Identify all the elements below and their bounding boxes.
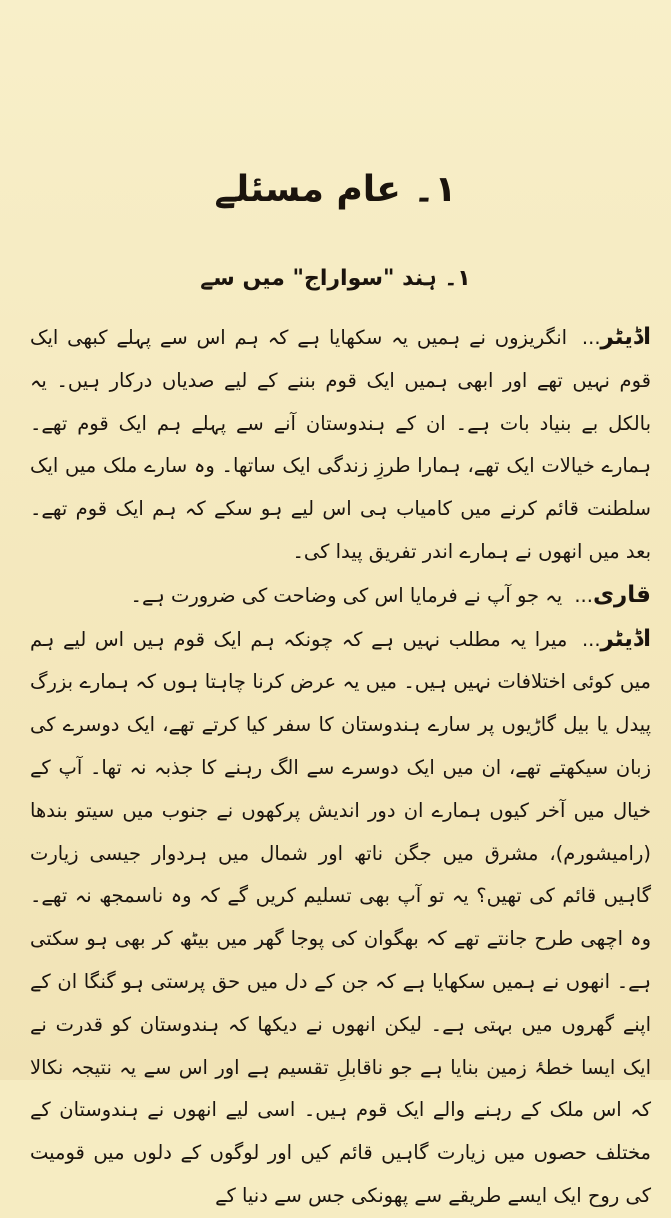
speaker-separator: ...: [581, 326, 601, 349]
speaker-separator: ...: [574, 583, 593, 607]
dialogue-paragraph: [30, 316, 651, 574]
dialogue-text: میرا یہ مطلب نہیں ہے کہ چونکہ ہم ایک قوم ہیں اس لیے ہم میں کوئی اختلافات نہیں ہیں۔ میں یہ عرض کرنا چاہتا ہوں کہ ہمارے بزرگ پیدل یا بیل گاڑیوں پر سارے ہندوستان کا سفر کیا کرتے تھے، ایک دوسرے کی زبان سیکھتے تھے، ان میں ایک دوسرے سے الگ رہنے کا جذبہ نہ تھا۔ آپ کے خیال میں آخر کیوں ہمارے ان دور اندیش پرکھوں نے جنوب میں سیتو بندھا (رامیشورم)، مشرق میں جگن ناتھ اور شمال میں ہردوار جیسی زیارت گاہیں قائم کی تھیں؟ یہ تو آپ بھی تسلیم کریں گے کہ وہ ناسمجھ نہ تھے۔ وہ اچھی طرح جانتے تھے کہ بھگوان کی پوجا گھر میں بیٹھ کر بھی ہو سکتی ہے۔ انھوں نے ہمیں سکھایا ہے کہ جن کے دل میں حق پرستی ہو گنگا ان کے اپنے گھروں میں بہتی ہے۔ لیکن انھوں نے دیکھا کہ ہندوستان کو قدرت نے ایک ایسا خطۂ زمین بنایا ہے جو ناقابلِ تقسیم ہے اور اس سے یہ نتیجہ نکالا کہ اس ملک کے رہنے والے ایک قوم ہیں۔ اسی لیے انھوں نے ہندوستان کے مختلف حصوں میں زیارت گاہیں قائم کیں اور لوگوں کے دلوں میں قومیت کی روح ایک ایسے طریقے سے پھونکی جس سے دنیا کے: [30, 627, 651, 1207]
dialogue-paragraph: [30, 574, 651, 618]
dialogue-text: یہ جو آپ نے فرمایا اس کی وضاحت کی ضرورت ہے۔: [130, 583, 563, 607]
speaker-label: اڈیٹر: [600, 625, 652, 652]
dialogue-paragraph: [30, 618, 651, 1218]
speaker-label: قاری: [592, 581, 651, 608]
chapter-title: ۱۔ عام مسئلے: [214, 169, 457, 210]
section-title: ۱۔ ہند "سواراج" میں سے: [200, 266, 471, 291]
speaker-separator: ...: [581, 627, 601, 651]
dialogue-text: انگریزوں نے ہمیں یہ سکھایا ہے کہ ہم اس سے پہلے کبھی ایک قوم نہیں تھے اور ابھی ہمیں ایک قوم بننے کے لیے صدیاں درکار ہیں۔ یہ بالکل بے بنیاد بات ہے۔ ان کے ہندوستان آنے سے پہلے ہم ایک قوم تھے۔ ہمارے خیالات ایک تھے، ہمارا طرزِ زندگی ایک ساتھا۔ وہ سارے ملک میں ایک سلطنت قائم کرنے میں کامیاب ہی اس لیے ہو سکے کہ ہم ایک قوم تھے۔ بعد میں انھوں نے ہمارے اندر تفریق پیدا کی۔: [30, 326, 651, 563]
speaker-label: اڈیٹر: [600, 324, 651, 350]
page-body: [30, 316, 651, 1218]
